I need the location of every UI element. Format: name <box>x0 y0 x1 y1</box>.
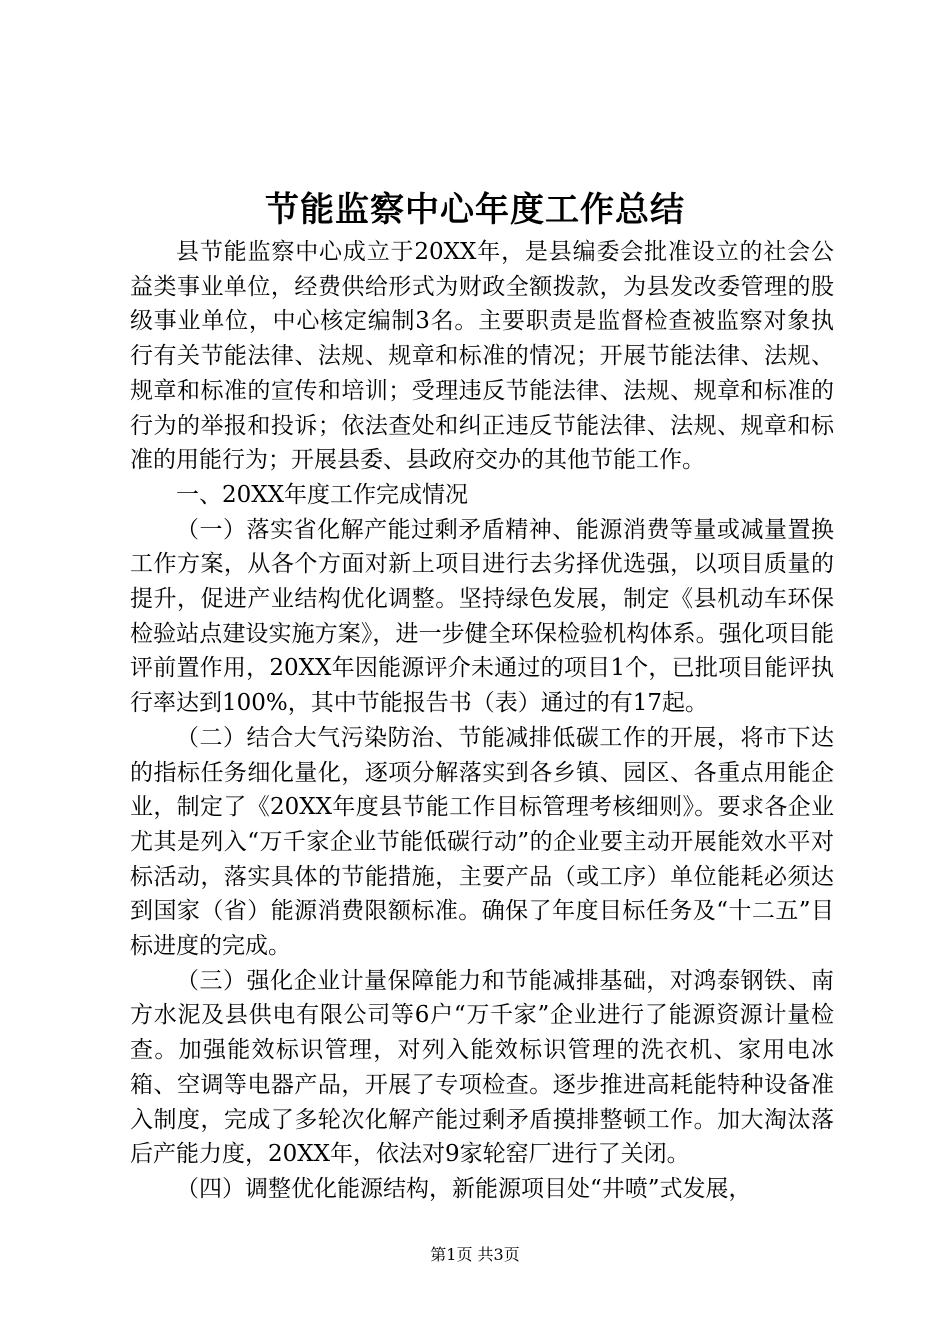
paragraph-item-1: （一）落实省化解产能过剩矛盾精神、能源消费等量或减量置换工作方案，从各个方面对新上项目进行去劣择优选强，以项目质量的提升，促进产业结构优化调整。坚持绿色发展，制定《县机动车环保检验站点建设实施方案》，进一步健全环保检验机构体系。强化项目能评前置作用，20XX年因能源评介未通过的项目1个，已批项目能评执行率达到100%，其中节能报告书（表）通过的有17起。 <box>130 516 834 717</box>
section-heading: 一、20XX年度工作完成情况 <box>176 481 469 508</box>
paragraph-intro: 县节能监察中心成立于20XX年，是县编委会批准设立的社会公益类事业单位，经费供给形式为财政全额拨款，为县发改委管理的股级事业单位，中心核定编制3名。主要职责是监督检查被监察对象执行有关节能法律、法规、规章和标准的情况；开展节能法律、法规、规章和标准的宣传和培训；受理违反节能法律、法规、规章和标准的行为的举报和投诉；依法查处和纠正违反节能法律、法规、规章和标准的用能行为；开展县委、县政府交办的其他节能工作。 <box>130 239 834 474</box>
page-number-footer: 第1页 共3页 <box>430 1245 520 1264</box>
paragraph-item-4: （四）调整优化能源结构，新能源项目处“井喷”式发展， <box>176 1175 752 1202</box>
paragraph-item-2: （二）结合大气污染防治、节能减排低碳工作的开展，将市下达的指标任务细化量化，逐项分解落实到各乡镇、园区、各重点用能企业，制定了《20XX年度县节能工作目标管理考核细则》。要求各企业尤其是列入“万千家企业节能低碳行动”的企业要主动开展能效水平对标活动，落实具体的节能措施，主要产品（或工序）单位能耗必须达到国家（省）能源消费限额标准。确保了年度目标任务及“十二五”目标进度的完成。 <box>130 724 834 960</box>
document-title: 节能监察中心年度工作总结 <box>265 190 685 230</box>
paragraph-item-3: （三）强化企业计量保障能力和节能减排基础，对鸿泰钢铁、南方水泥及县供电有限公司等6户“万千家”企业进行了能源资源计量检查。加强能效标识管理，对列入能效标识管理的洗衣机、家用电冰箱、空调等电器产品，开展了专项检查。逐步推进高耗能特种设备准入制度，完成了多轮次化解产能过剩矛盾摸排整顿工作。加大淘汰落后产能力度，20XX年，依法对9家轮窑厂进行了关闭。 <box>130 967 834 1168</box>
document-body <box>130 235 834 1207</box>
